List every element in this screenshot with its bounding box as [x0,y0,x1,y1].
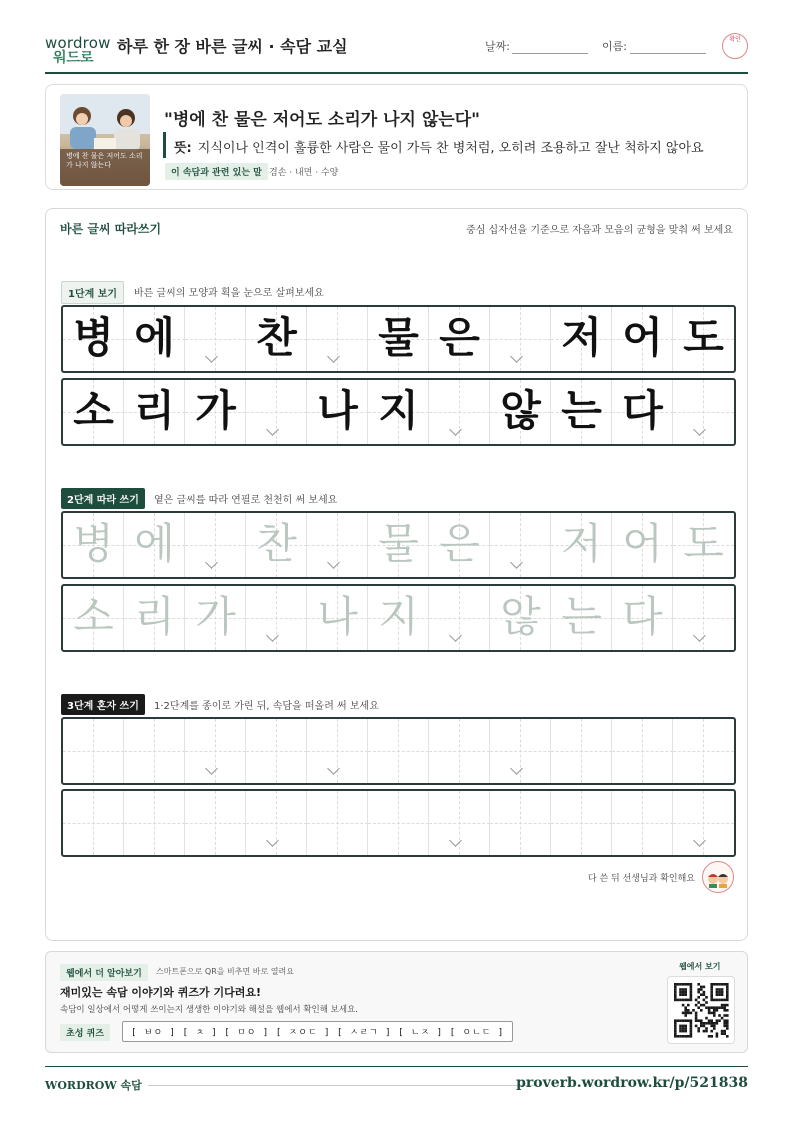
grid-cell [490,513,551,577]
grid-cell [246,586,307,650]
grid-cell [368,307,429,371]
grid-cell [551,380,612,444]
grid-cell [124,791,185,855]
grid-cell [63,307,124,371]
grid-cell [185,719,246,783]
qr-label: 웹에서 보기 [679,962,721,971]
grid-cell [63,586,124,650]
grid-cell [551,719,612,783]
grid-cell [185,586,246,650]
grid-cell [673,719,734,783]
grid-cell [490,719,551,783]
grid-character: 리 [134,386,175,435]
grid-character: 병 [73,519,114,568]
trace-row-1[interactable] [61,511,736,579]
grid-cell [673,380,734,444]
grid-cell [307,307,368,371]
grid-character: 물 [378,519,419,568]
grid-cell [63,380,124,444]
grid-character: 도 [683,519,724,568]
grid-character: 소 [73,592,114,641]
logo-korean: 워드로 [53,50,94,66]
grid-cell [246,513,307,577]
grid-cell [673,307,734,371]
grid-cell [185,307,246,371]
grid-cell [124,513,185,577]
proverb-card [45,84,748,190]
kids-face-icon [703,862,733,892]
footer-divider [148,1085,538,1086]
proverb-illustration [60,94,150,186]
related-words: 겸손 · 내면 · 수양 [269,168,339,178]
grid-cell [124,380,185,444]
grid-cell [63,719,124,783]
grid-character: 않 [500,386,541,435]
grid-character: 찬 [256,313,297,362]
grid-cell [307,791,368,855]
grid-cell [307,586,368,650]
grid-cell [429,586,490,650]
meaning-accent-bar [163,132,166,158]
grid-character: 에 [134,313,175,362]
grid-character: 병 [73,313,114,362]
web-more-tag: 웹에서 더 알아보기 [60,964,148,981]
initial-consonant-quiz: [ ㅂㅇ ] [ ㅊ ] [ ㅁㅇ ] [ ㅈㅇㄷ ] [ ㅅㄹㄱ ] [ ㄴㅈ ] [ ㅇㄴㄷ ] [122,1021,513,1042]
grid-character: 나 [317,386,358,435]
grid-character: 가 [195,386,236,435]
grid-character: 나 [317,592,358,641]
date-label: 날짜: [485,40,510,53]
grid-character: 도 [683,313,724,362]
grid-cell [246,380,307,444]
grid-cell [673,586,734,650]
step3-tag: 3단계 혼자 쓰기 [61,694,145,715]
proverb-meaning [174,137,704,156]
approval-stamp-icon [722,33,748,59]
grid-cell [246,307,307,371]
grid-character: 지 [378,386,419,435]
teacher-confirm-text: 다 쓴 뒤 선생님과 확인해요 [587,874,695,884]
practice-title: 바른 글씨 따라쓰기 [60,222,162,236]
model-row-1 [61,305,736,373]
grid-cell [551,586,612,650]
web-headline: 재미있는 속담 이야기와 퀴즈가 기다려요! [60,986,261,999]
grid-cell [368,791,429,855]
teacher-stamp-icon [702,861,734,893]
grid-character: 소 [73,386,114,435]
grid-cell [673,791,734,855]
grid-character: 어 [622,519,663,568]
step2-tag: 2단계 따라 쓰기 [61,488,145,509]
web-more-box [45,951,748,1053]
grid-cell [429,513,490,577]
quiz-tag: 초성 퀴즈 [60,1024,110,1041]
grid-cell [307,380,368,444]
grid-cell [490,791,551,855]
grid-cell [124,586,185,650]
grid-cell [307,719,368,783]
step1-tag: 1단계 보기 [61,281,124,304]
grid-cell [429,307,490,371]
grid-cell [551,791,612,855]
grid-cell [612,586,673,650]
grid-character: 다 [622,386,663,435]
grid-character: 물 [378,313,419,362]
grid-cell [429,380,490,444]
grid-character: 은 [439,519,480,568]
grid-character: 는 [561,592,602,641]
people-illustration-icon [60,94,150,186]
grid-cell [490,307,551,371]
grid-cell [246,719,307,783]
illustration-caption: 병에 찬 물은 저어도 소리가 나지 않는다 [66,152,143,169]
qr-code-icon[interactable] [667,976,735,1044]
grid-cell [612,307,673,371]
name-label: 이름: [602,40,627,53]
related-words-tag: 이 속담과 관련 있는 말 [165,163,268,180]
grid-character: 지 [378,592,419,641]
grid-cell [63,791,124,855]
logo-text: wordrow [45,34,111,52]
grid-character: 저 [561,519,602,568]
grid-cell [124,719,185,783]
model-row-2 [61,378,736,446]
name-field[interactable] [630,53,706,54]
grid-character: 가 [195,592,236,641]
grid-character: 찬 [256,519,297,568]
grid-cell [429,719,490,783]
grid-cell [490,586,551,650]
step3-description: 1·2단계를 종이로 가린 뒤, 속담을 떠올려 써 보세요 [154,701,379,712]
grid-cell [185,380,246,444]
page-footer [45,1066,748,1107]
grid-cell [368,586,429,650]
date-field[interactable] [512,53,588,54]
step2-description: 옅은 글씨를 따라 연필로 천천히 써 보세요 [154,495,338,506]
meaning-label: 뜻: [174,141,192,156]
grid-character: 어 [622,313,663,362]
stamp-text: 확인 [729,36,741,43]
grid-cell [368,719,429,783]
grid-character: 에 [134,519,175,568]
meaning-text: 지식이나 인격이 훌륭한 사람은 물이 가득 찬 병처럼, 오히려 조용하고 잘난 척하지 않아요 [197,141,704,156]
grid-cell [368,380,429,444]
grid-cell [429,791,490,855]
qr-code-graphic [668,977,734,1043]
page-header [45,28,748,74]
grid-character: 않 [500,592,541,641]
grid-cell [612,380,673,444]
qr-hint: 스마트폰으로 QR을 비추면 바로 열려요 [156,967,294,976]
handwriting-practice-panel [45,208,748,941]
grid-cell [551,513,612,577]
free-write-row-2[interactable] [61,789,736,857]
grid-cell [612,791,673,855]
grid-character: 는 [561,386,602,435]
practice-description: 중심 십자선을 기준으로 자음과 모음의 균형을 맞춰 써 보세요 [466,225,733,236]
free-write-row-1[interactable] [61,717,736,785]
grid-cell [612,719,673,783]
proverb-quote: "병에 찬 물은 저어도 소리가 나지 않는다" [164,110,480,130]
page-title: 하루 한 장 바른 글씨 · 속담 교실 [117,37,348,56]
grid-character: 저 [561,313,602,362]
wordrow-logo[interactable] [45,32,111,66]
step1-description: 바른 글씨의 모양과 획을 눈으로 살펴보세요 [134,288,324,299]
grid-character: 리 [134,592,175,641]
grid-cell [307,513,368,577]
grid-cell [185,513,246,577]
web-subtext: 속담이 일상에서 어떻게 쓰이는지 생생한 이야기와 해설을 웹에서 확인해 보세요. [60,1005,358,1015]
grid-cell [551,307,612,371]
grid-cell [124,307,185,371]
grid-character: 은 [439,313,480,362]
footer-url[interactable]: proverb.wordrow.kr/p/521838 [516,1075,748,1091]
grid-cell [673,513,734,577]
grid-cell [368,513,429,577]
grid-character: 다 [622,592,663,641]
grid-cell [246,791,307,855]
footer-brand: WORDROW 속담 [45,1079,142,1092]
grid-cell [490,380,551,444]
grid-cell [185,791,246,855]
grid-cell [612,513,673,577]
grid-cell [63,513,124,577]
trace-row-2[interactable] [61,584,736,652]
